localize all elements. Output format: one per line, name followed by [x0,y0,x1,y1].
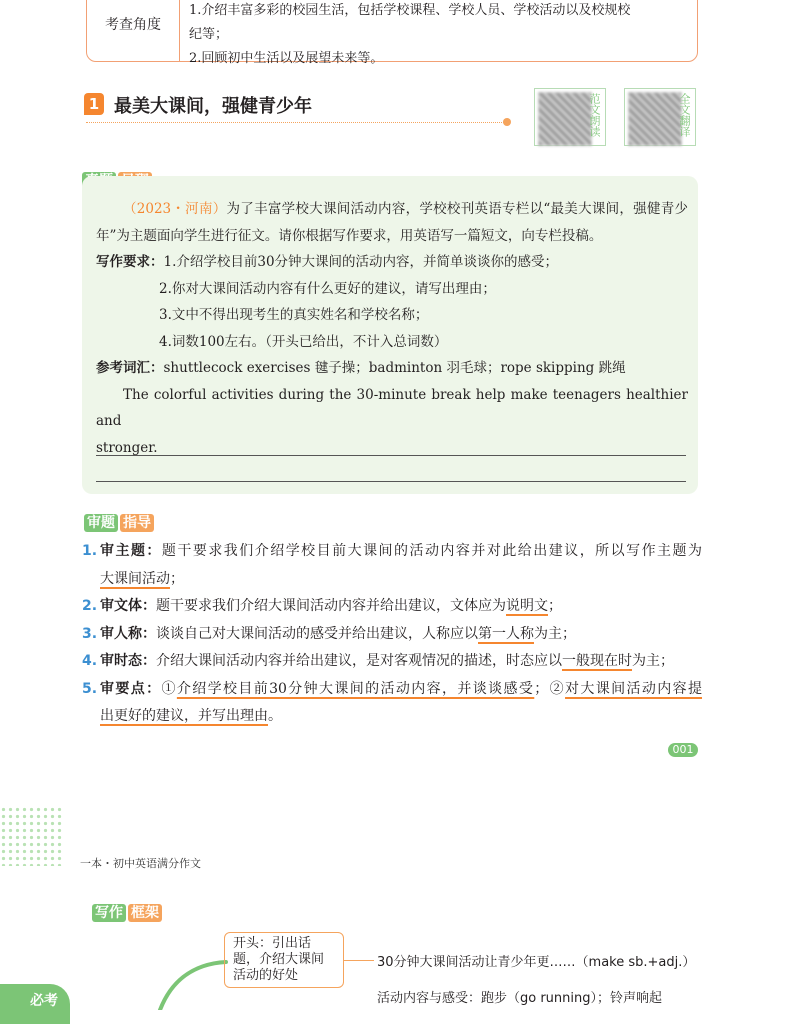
framework-right-2: 活动内容与感受：跑步（go running）；铃声响起 [377,991,663,1006]
exam-angle-line-1: 1.介绍丰富多彩的校园生活，包括学校课程、学校人员、学校活动以及校规校 [189,3,631,18]
section-underline [86,122,508,123]
section-title: 最美大课间，强健青少年 [114,96,312,117]
box-divider [179,0,180,61]
question-source: （2023・河南） [123,201,227,217]
question-text [96,196,688,461]
analysis-tag-2: 指导 [120,514,154,532]
framework-right-1: 30分钟大课间活动让青少年更……（make sb.+adj.） [377,955,696,970]
decorative-dot-grid [0,806,64,866]
framework-branch-curve [150,950,230,1010]
vocabulary: 参考词汇：shuttlecock exercises 毽子操；badminton 羽毛球；rope skipping 跳绳 [96,360,626,376]
exam-angle-box [86,0,698,66]
analysis-item-3: 3. 审人称：谈谈自己对大课间活动的感受并给出建议，人称应以第一人称为主； [82,625,576,642]
analysis-tag-1: 审题 [84,514,118,532]
analysis-item-1: 1. 审主题：题干要求我们介绍学校目前大课间的活动内容并对此给出建议，所以写作主题为 [82,543,703,559]
question-intro-2: 年”为主题面向学生进行征文。请你根据写作要求，用英语写一篇短文，向专栏投稿。 [96,227,603,244]
side-tab: 必考 [0,984,70,1024]
framework-tag-2: 框架 [128,904,162,922]
exam-angle-label: 考查角度 [105,17,161,33]
exam-angle-line-2: 纪等； [189,27,229,42]
requirement-4: 4.词数100左右。（开头已给出，不计入总词数） [159,333,448,350]
framework-connector [344,960,374,961]
opening-line-1: The colorful activities during the 30-minute break help make teenagers healthier and [96,386,688,429]
question-intro-1: （2023・河南）为了丰富学校大课间活动内容，学校校刊英语专栏以“最美大课间，强健青少 [123,201,688,217]
analysis-item-5-cont: 出更好的建议，并写出理由。 [100,708,282,724]
qr-reading-label: 范文朗读 [588,93,601,137]
answer-line-2[interactable] [96,481,686,482]
qr-code-reading[interactable] [538,92,592,146]
section-number-badge: 1 [84,93,104,115]
qr-reading-box[interactable] [534,88,606,146]
qr-translation-label: 全文翻译 [678,93,691,137]
qr-translation-box[interactable] [624,88,696,146]
requirement-1: 写作要求：1.介绍学校目前30分钟大课间的活动内容，并简单谈谈你的感受； [96,254,559,270]
qr-code-translation[interactable] [628,92,682,146]
section-underline-dot [503,118,511,126]
requirement-2: 2.你对大课间活动内容有什么更好的建议，请写出理由； [159,280,496,297]
framework-tag-1: 写作 [92,904,126,922]
answer-line-1[interactable] [96,455,686,456]
book-title: 一本・初中英语满分作文 [80,857,201,870]
analysis-item-5: 5. 审要点：①介绍学校目前30分钟大课间的活动内容，并谈谈感受；②对大课间活动内容提 [82,680,703,697]
framework-tag [92,902,164,922]
exam-angle-line-3: 2.回顾初中生活以及展望未来等。 [189,51,384,66]
requirement-3: 3.文中不得出现考生的真实姓名和学校名称； [159,307,429,323]
analysis-item-1-cont: 大课间活动； [100,570,184,587]
analysis-list [82,538,702,731]
page-number: 001 [668,743,698,757]
framework-opening-box: 开头：引出话题，介绍大课间活动的好处 [224,932,344,988]
analysis-item-2: 2. 审文体：题干要求我们介绍大课间活动内容并给出建议，文体应为说明文； [82,598,562,614]
analysis-tag [84,512,156,532]
analysis-item-4: 4. 审时态：介绍大课间活动内容并给出建议，是对客观情况的描述，时态应以一般现在时为主； [82,653,674,669]
exam-angle-text [189,0,689,71]
opening-line-2: stronger. [96,439,158,456]
